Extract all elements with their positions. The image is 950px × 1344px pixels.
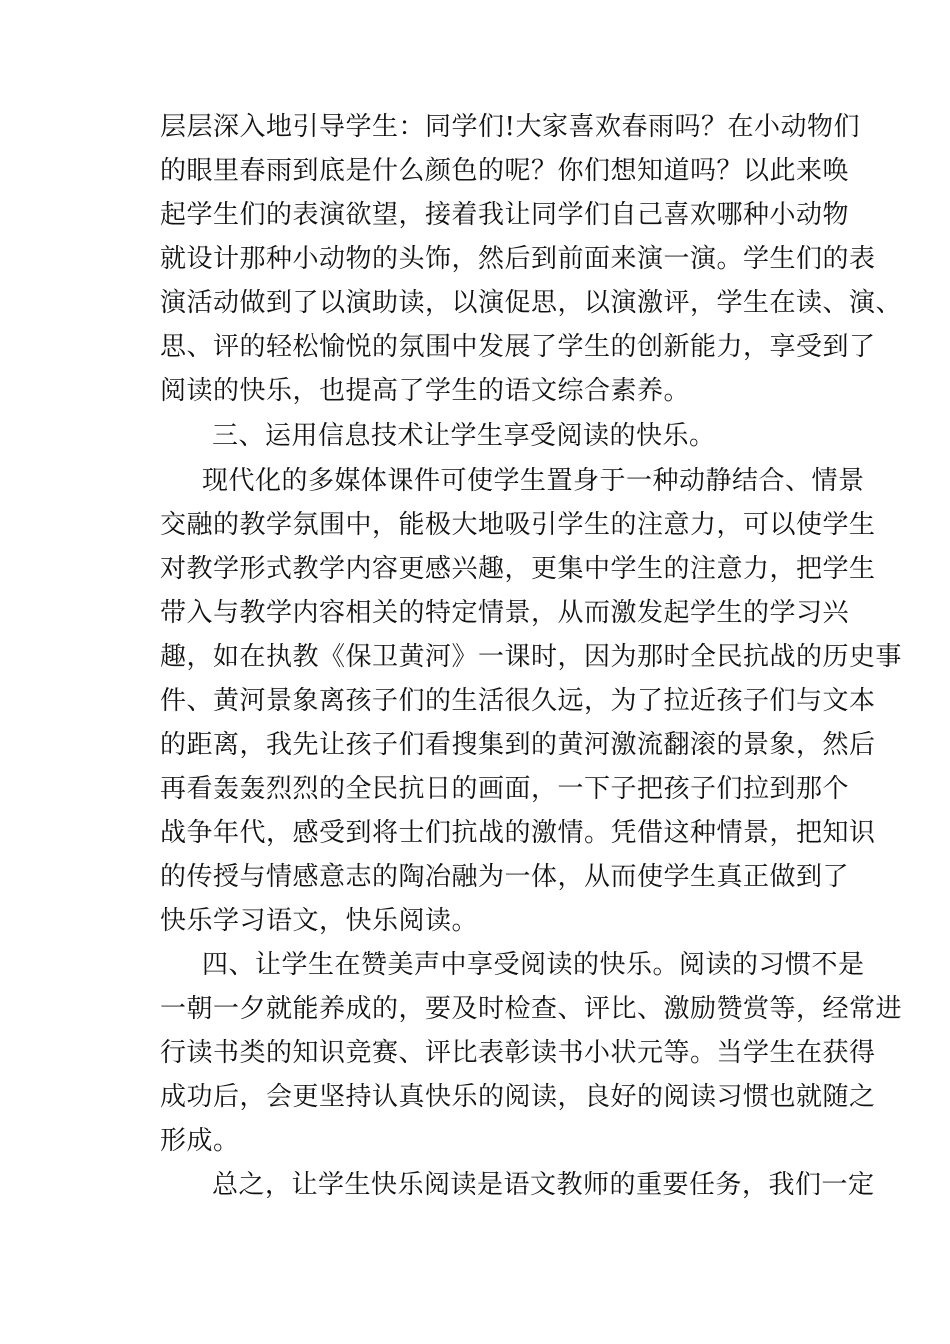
text-line-3: 起学生们的表演欲望，接着我让同学们自己喜欢哪种小动物 — [160, 200, 850, 230]
text-line-25: 总之，让学生快乐阅读是语文教师的重要任务，我们一定 — [212, 1170, 875, 1200]
text-line-21: 一朝一夕就能养成的，要及时检查、评比、激励赞赏等，经常进 — [160, 994, 903, 1024]
text-line-18: 的传授与情感意志的陶冶融为一体，从而使学生真正做到了 — [160, 862, 850, 892]
text-line-7: 阅读的快乐，也提高了学生的语文综合素养。 — [160, 376, 691, 406]
text-line-6: 思、评的轻松愉悦的氛围中发展了学生的创新能力，享受到了 — [160, 332, 876, 362]
text-line-13: 趣，如在执教《保卫黄河》一课时，因为那时全民抗战的历史事 — [160, 642, 903, 672]
text-line-22: 行读书类的知识竞赛、评比表彰读书小状元等。当学生在获得 — [160, 1038, 876, 1068]
text-line-24: 形成。 — [160, 1126, 240, 1156]
text-line-1: 层层深入地引导学生：同学们!大家喜欢春雨吗？在小动物们 — [160, 112, 860, 142]
text-line-10: 交融的教学氛围中，能极大地吸引学生的注意力，可以使学生 — [160, 510, 876, 540]
text-line-11: 对教学形式教学内容更感兴趣，更集中学生的注意力，把学生 — [160, 554, 876, 584]
text-line-9: 现代化的多媒体课件可使学生置身于一种动静结合、情景 — [202, 466, 865, 496]
text-line-5: 演活动做到了以演助读，以演促思，以演激评，学生在读、演、 — [160, 288, 903, 318]
text-line-23: 成功后，会更坚持认真快乐的阅读，良好的阅读习惯也就随之 — [160, 1082, 876, 1112]
section-heading-4: 四、让学生在赞美声中享受阅读的快乐。阅读的习惯不是 — [202, 950, 865, 980]
section-heading-3: 三、运用信息技术让学生享受阅读的快乐。 — [212, 421, 716, 451]
text-line-16: 再看轰轰烈烈的全民抗日的画面，一下子把孩子们拉到那个 — [160, 774, 850, 804]
text-line-17: 战争年代，感受到将士们抗战的激情。凭借这种情景，把知识 — [160, 818, 876, 848]
text-line-2: 的眼里春雨到底是什么颜色的呢？你们想知道吗？以此来唤 — [160, 156, 850, 186]
text-line-12: 带入与教学内容相关的特定情景，从而激发起学生的学习兴 — [160, 598, 850, 628]
text-line-19: 快乐学习语文，快乐阅读。 — [160, 906, 479, 936]
text-line-14: 件、黄河景象离孩子们的生活很久远，为了拉近孩子们与文本 — [160, 686, 876, 716]
text-line-4: 就设计那种小动物的头饰，然后到前面来演一演。学生们的表 — [160, 244, 876, 274]
text-line-15: 的距离，我先让孩子们看搜集到的黄河激流翻滚的景象，然后 — [160, 730, 876, 760]
